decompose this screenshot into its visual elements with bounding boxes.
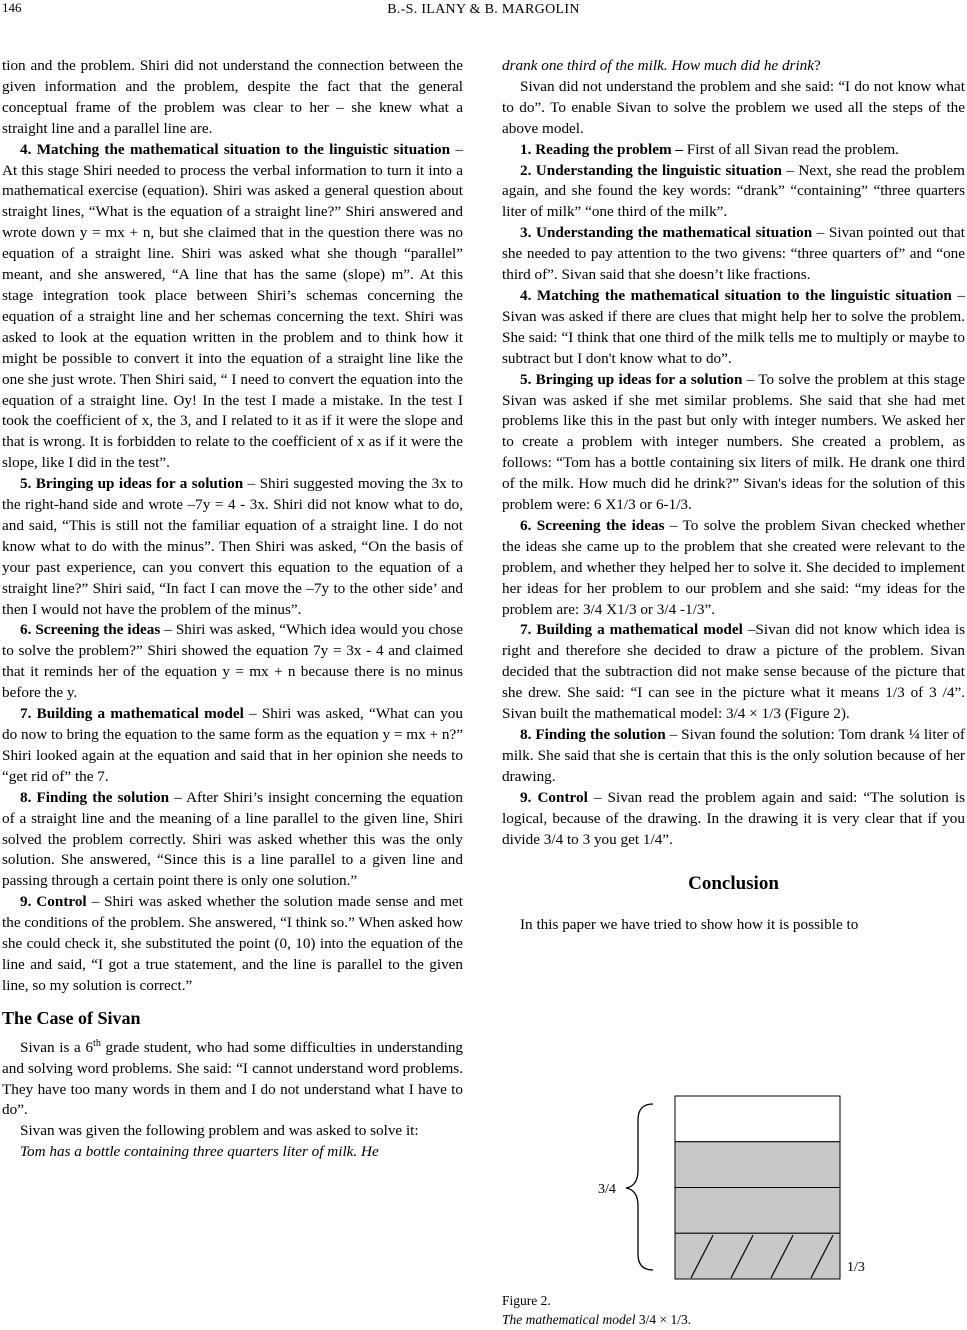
paragraph (502, 788, 965, 851)
paragraph (502, 370, 965, 516)
step-heading: 7. Building a mathematical model (520, 621, 743, 639)
figure-2 (502, 1090, 965, 1330)
empty-quarter (675, 1096, 840, 1142)
step-text: – Shiri was asked, “Which idea would you chose to solve the problem?” Shiri showed the equation 7y = 3x - 4 and claimed that it reminds her of the equation y = mx + n because there is no minus before the y. (2, 621, 463, 702)
step-heading: 6. Screening the ideas (520, 516, 665, 534)
step-text: – To solve the problem Sivan checked whether the ideas she came up to the problem that she created were relevant to the problem, and whether they helped her to solve it. She decided to implement her ideas for her problem to our problem and she said: “my ideas for the problem are: 3/4 X1/3 or 3/4 -1/3”. (502, 516, 966, 618)
step-heading: 9. Control (520, 788, 588, 806)
figure-caption-detail (502, 1311, 691, 1329)
left-column (2, 56, 463, 1163)
paragraph (502, 725, 965, 788)
step-text: – Sivan was asked if there are clues that might help her to solve the problem. She said: “I think that one third of the milk tells me to multiply or maybe to subtract but I don't know what to do”. (502, 286, 966, 367)
page-number: 146 (2, 0, 22, 15)
step-text: – At this stage Shiri needed to process the verbal information to turn it into a mathematical exercise (equation). Shiri was asked a general question about straight lines, “What is the equation of a straight line?” Shiri answered and wrote down y = mx + n, but she claimed that in the question there was no equation of a straight line. Shiri was asked what she though “parallel” meant, and she answered, “A line that has the same (slope) m”. At this stage integration took place between Shiri’s schemas concerning the equation of a straight line and her schemas concerning the text. Shiri was asked to look at the equation written in the problem and to think how it might be possible to convert it into the equation of a straight line like the one she just wrote. Then Shiri said, “ I need to convert the equation into the equation of a straight line. Oy! In the test I made a mistake. In the test I took the coefficient of x, the 3, and I related to it as if it were the slope and that is wrong. It is forbidden to relate to the coefficient of x as if it were the slope, like I did in the test”. (2, 140, 464, 472)
step-heading: 5. Bringing up ideas for a solution (520, 370, 743, 388)
step-heading: 4. Matching the mathematical situation to the linguistic situation (20, 140, 451, 158)
conclusion-heading: Conclusion (688, 873, 779, 895)
step-heading: 9. Control (20, 893, 87, 911)
text-run: ? (814, 57, 821, 74)
paragraph (2, 140, 463, 475)
step-heading: 5. Bringing up ideas for a solution (20, 475, 244, 493)
paragraph: Sivan was given the following problem and was asked to solve it: (20, 1122, 419, 1140)
step-text: – Sivan found the solution: Tom drank ¼ liter of milk. She said that she is certain that this is the only solution because of her drawing. (502, 726, 965, 785)
paragraph (2, 474, 463, 620)
text-run: Sivan is a 6 (20, 1038, 94, 1056)
paragraph (2, 704, 463, 788)
step-heading: 7. Building a mathematical model (20, 705, 244, 723)
problem-text: drank one third of the milk. How much did he drink (502, 57, 815, 74)
paragraph (502, 56, 965, 77)
step-text: – Sivan pointed out that she needed to pay attention to the two givens: “three quarters of” and “one third of”. Sivan said that she doesn’t like fractions. (502, 224, 965, 284)
paragraph (502, 140, 965, 161)
one-third-label: 1/3 (847, 1260, 865, 1275)
paragraph (2, 892, 463, 997)
paragraph (502, 286, 965, 370)
step-heading: 6. Screening the ideas (20, 621, 161, 639)
shaded-quarter (675, 1233, 840, 1279)
step-text: –Sivan did not know which idea is right and therefore she decided to draw a picture of the problem. Sivan decided that the subtraction did not make sense because of the picture that she drew. She said: “I can see in the picture what it means 1/3 of 3 /4”. Sivan built the mathematical model: 3/4 × 1/3 (Figure 2). (502, 621, 965, 723)
right-column (502, 56, 965, 936)
fraction-bar (675, 1096, 840, 1279)
paragraph: Sivan did not understand the problem and she said: “I do not know what to do”. To enable Sivan to solve the problem we used all the steps of the above model. (502, 77, 965, 137)
figure-caption: Figure 2. (502, 1293, 551, 1308)
paragraph (502, 620, 965, 725)
step-text: – Shiri suggested moving the 3x to the right-hand side and wrote –7y = 4 - 3x. Shiri did not know what to do, and said, “This is still not the familiar equation of a straight line. I do not know what to do with the minus”. Then Shiri was asked, “On the basis of your past experience, can you convert this equation to the equation of a straight line?” Shiri said, “In fact I can move the –7y to the other side’ and then I would not have the problem of the minus”. (2, 475, 463, 618)
running-head: B.-S. ILANY & B. MARGOLIN (387, 2, 580, 17)
paragraph (502, 516, 965, 621)
step-heading: 1. Reading the problem – (520, 140, 683, 158)
paragraph (2, 788, 463, 893)
step-heading: 4. Matching the mathematical situation to the linguistic situation (520, 286, 952, 304)
step-text: – Next, she read the problem again, and she found the key words: “drank” “containing” “three quarters liter of milk” “one third of the milk”. (502, 161, 965, 221)
paragraph (2, 1038, 463, 1122)
step-text: – Sivan read the problem again and said: “The solution is logical, because of the drawing. In the drawing it is very clear that if you divide 3/4 to 3 you get 1/4”. (502, 788, 965, 848)
paragraph (502, 223, 965, 286)
paragraph (2, 620, 463, 704)
section-heading: The Case of Sivan (2, 1007, 141, 1028)
text-run: grade student, who had some difficulties in understanding and solving word problems. She said: “I cannot understand word problems. They have too many words in them and I do not understand what I have to do”. (2, 1038, 464, 1119)
step-heading: 2. Understanding the linguistic situation (520, 161, 782, 179)
milk-bottle-diagram (502, 1090, 965, 1290)
paragraph: tion and the problem. Shiri did not understand the connection between the given information and the problem, despite the fact that the general conceptual frame of the problem was clear to her – she knew what a straight line and a parallel line are. (2, 57, 463, 137)
curly-brace-icon (626, 1104, 653, 1270)
shaded-quarter (675, 1142, 840, 1188)
three-quarters-label: 3/4 (598, 1182, 616, 1197)
paragraph (502, 161, 965, 224)
step-heading: 8. Finding the solution (520, 726, 666, 743)
step-text: – After Shiri’s insight concerning the equation of a straight line and the meaning of a line parallel to the given line, Shiri solved the problem correctly. Shiri was asked whether this was the only solution. She answered, “Since this is a line parallel to a given line and passing through a certain point there is only one solution.” (2, 788, 463, 890)
paragraph: In this paper we have tried to show how it is possible to (520, 916, 859, 934)
text-run: 3/4 × 1/3. (635, 1312, 692, 1327)
shaded-quarter (675, 1188, 840, 1234)
problem-text: Tom has a bottle containing three quarters liter of milk. He (20, 1143, 379, 1161)
superscript: th (93, 1037, 101, 1049)
step-text: First of all Sivan read the problem. (683, 140, 899, 158)
step-heading: 8. Finding the solution (20, 788, 170, 806)
step-text: – To solve the problem at this stage Sivan was asked if she met similar problems. She said that she had met problems like this in the past but only with integer numbers. We asked her to create a problem with integer numbers. She created a problem, as follows: “Tom has a bottle containing six liters of milk. He drank one third of the milk. How much did he drink?” Sivan's ideas for the solution of this problem were: 6 X1/3 or 6-1/3. (502, 370, 965, 514)
page-header (0, 0, 967, 26)
step-heading: 3. Understanding the mathematical situation (520, 224, 813, 242)
step-text: – Shiri was asked, “What can you do now to bring the equation to the same form as the equation y = mx + n?” Shiri looked again at the equation and said that in her opinion she needs to “get rid of” the 7. (2, 705, 463, 785)
text-run: The mathematical model (502, 1312, 636, 1327)
step-text: – Shiri was asked whether the solution made sense and met the conditions of the problem. She answered, “I think so.” When asked how she could check it, she substituted the point (0, 10) into the equation of the line and said, “I got a true statement, and the line is parallel to the given line, so my solution is correct.” (2, 893, 463, 994)
